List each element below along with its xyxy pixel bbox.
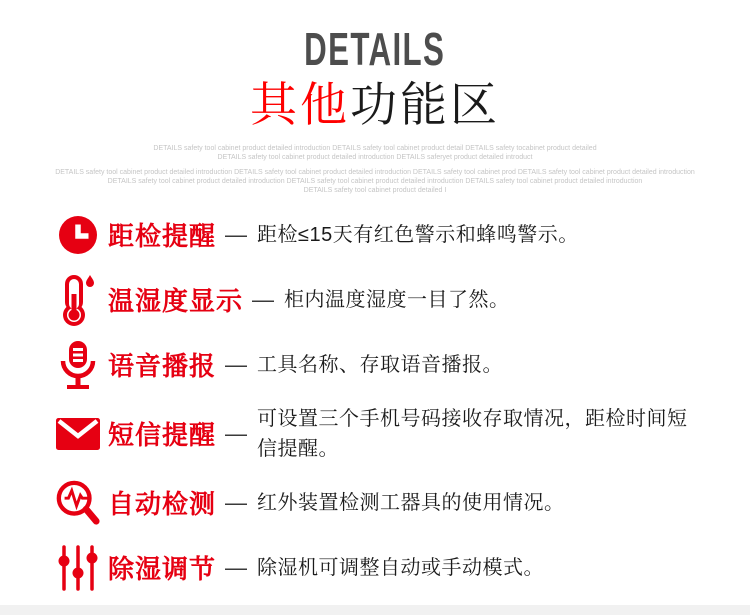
feature-title: 温湿度显示 [108,286,244,317]
feature-title: 距检提醒 [108,221,217,252]
details-heading [0,23,750,75]
fineprint-paragraph-1 [0,144,750,162]
feature-row-voice-broadcast [55,339,704,391]
section-title [0,79,750,131]
feature-title: 自动检测 [108,489,217,520]
feature-row-sms-reminder [55,404,704,464]
details-heading-text: DETAILS [304,23,446,75]
feature-title: 除湿调节 [108,554,217,585]
envelope-icon [55,408,101,460]
feature-row-auto-detection [55,477,704,529]
fineprint-line: DETAILS safety tool cabinet product detailed introduction DETAILS safety tool cabinet product detailed introduction DETAILS safety tool cabinet prod DETAILS safety tool cabinet product detailed introduction [55,168,695,176]
feature-title: 语音播报 [108,351,217,382]
feature-row-dehumidify-adjust [55,542,704,594]
feature-title: 短信提醒 [108,420,217,451]
dash-separator: — [225,554,248,580]
dash-separator: — [225,420,248,446]
feature-description: 红外装置检测工器具的使用情况。 [257,491,565,514]
feature-description: 距检≤15天有红色警示和蜂鸣警示。 [257,223,579,246]
feature-description: 工具名称、存取语音播报。 [257,353,504,376]
fineprint-line: DETAILS safety tool cabinet product detailed I [303,186,447,194]
footer-strip [0,605,750,615]
fineprint-block [0,144,750,195]
dash-separator: — [225,351,248,377]
feature-description: 除湿机可调整自动或手动模式。 [257,556,545,579]
fineprint-line: DETAILS safety tool cabinet product detailed introduction DETAILS safety tool cabinet product detail DETAILS safety tocabinet product detailed [153,144,597,152]
feature-row-inspection-reminder [55,209,704,261]
dash-separator: — [252,286,275,312]
section-title-accent: 其他 [250,78,350,131]
fineprint-line: DETAILS safety tool cabinet product detailed introduction DETAILS saferyet product detailed introduct [217,153,533,161]
sliders-icon [55,542,101,594]
feature-description: 柜内温度湿度一目了然。 [284,288,510,311]
feature-description: 可设置三个手机号码接收存取情况，距检时间短信提醒。 [257,407,688,460]
section-title-rest: 功能区 [350,78,500,131]
detect-magnifier-icon [55,477,101,529]
thermometer-icon [55,274,101,326]
fineprint-line: DETAILS safety tool cabinet product detailed introduction DETAILS safety tool cabinet product detailed introduction DETAILS safety tool cabinet product detailed introduction [107,177,643,185]
clock-icon [55,209,101,261]
section-header [0,0,750,131]
feature-list [0,209,750,594]
microphone-icon [55,339,101,391]
dash-separator: — [225,489,248,515]
feature-row-temp-humidity-display [55,274,704,326]
dash-separator: — [225,221,248,247]
fineprint-paragraph-2 [0,168,750,195]
